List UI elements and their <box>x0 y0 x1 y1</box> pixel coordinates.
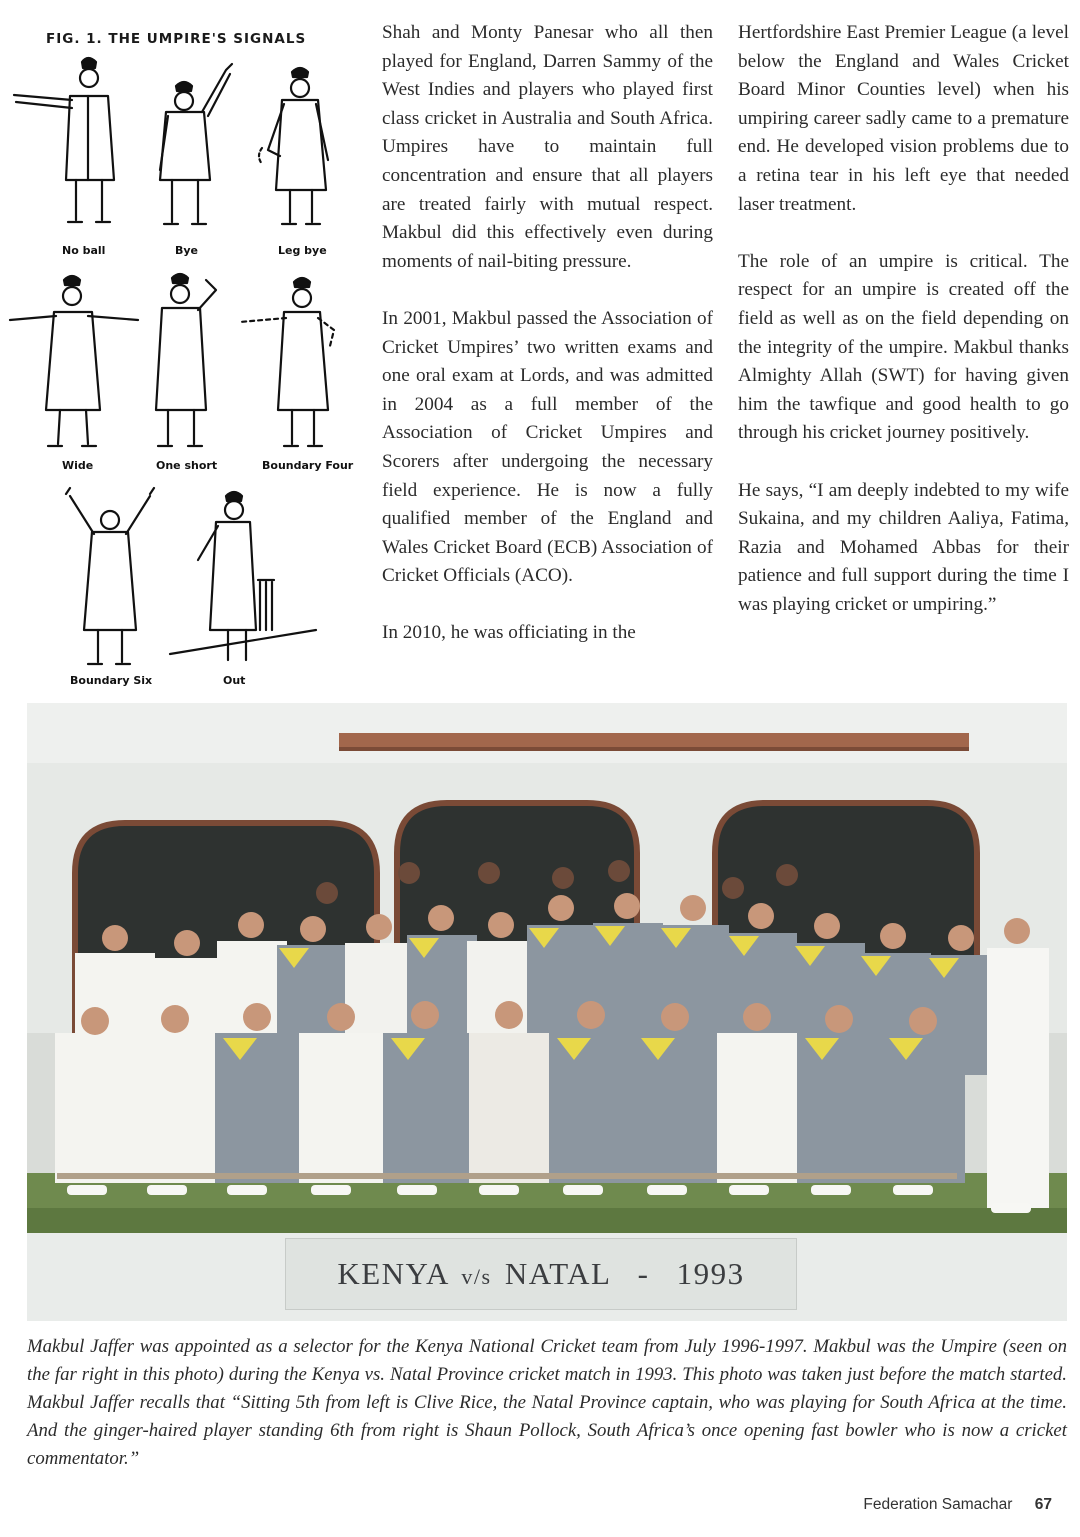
signal-label-out: Out <box>223 674 246 687</box>
figure-title: FIG. 1. THE UMPIRE'S SIGNALS <box>46 31 307 47</box>
banner-team-natal: NATAL <box>504 1256 611 1291</box>
signal-label-boundary-four: Boundary Four <box>262 459 354 472</box>
team-photo <box>27 703 1067 1321</box>
photo-caption: Makbul Jaffer was appointed as a selector for the Kenya National Cricket team from July 1996-1997. Makbul was the Umpire (seen on the far right in this photo) during the Kenya vs. Natal Province cricket match in 1993. This photo was taken just before the match started. Makbul Jaffer recalls that “Sitting 5th from left is Clive Rice, the Natal Province captain, who was playing for South Africa at the time. And the ginger-haired player standing 6th from right is Shaun Pollock, South Africa’s once opening fast bowler who is now a cricket commentator.” <box>27 1336 1067 1469</box>
middle-paragraph-2: In 2001, Makbul passed the Association of Cricket Umpires’ two written exams and one oral exam at Lords, and was admitted in 2004 as a full member of the Association of Cricket Umpires and Scorers after undergoing the necessary field experience. He is now a fully qualified member of the England and Wales Cricket Board (ECB) Association of Cricket Officials (ACO). <box>382 307 713 587</box>
signal-label-no-ball: No ball <box>62 244 106 257</box>
signal-label-leg-bye: Leg bye <box>278 244 327 257</box>
middle-paragraph-1: Shah and Monty Panesar who all then played for England, Darren Sammy of the West Indies and players who played first class cricket in Australia and South Africa. Umpires have to maintain full concentration and ensure that all players are treated fairly with mutual respect. Makbul did this effectively even during moments of nail-biting pressure. <box>382 22 713 272</box>
signal-label-one-short: One short <box>156 459 218 472</box>
right-paragraph-1: Hertfordshire East Premier League (a level below the England and Wales Cricket Board Minor Counties level) when his umpiring career sadly came to a premature end. He developed vision problems due to a retina tear in his left eye that needed laser treatment. <box>738 22 1069 215</box>
bye-figure <box>160 64 232 224</box>
no-ball-figure <box>14 58 114 222</box>
banner-versus: v/s <box>461 1264 492 1289</box>
middle-paragraph-3: In 2010, he was officiating in the <box>382 622 636 644</box>
banner-team-kenya: KENYA <box>337 1256 449 1291</box>
page-footer <box>863 1496 1052 1514</box>
team-photo-illustration <box>27 703 1067 1321</box>
one-short-figure <box>156 274 216 446</box>
boundary-six-figure <box>66 488 154 664</box>
banner-year: 1993 <box>676 1256 745 1291</box>
photo-banner <box>285 1238 797 1310</box>
signal-label-boundary-six: Boundary Six <box>70 674 153 687</box>
boundary-four-figure <box>240 278 334 446</box>
page-number: 67 <box>1034 1496 1052 1513</box>
leg-bye-figure <box>259 68 328 224</box>
out-figure <box>170 492 316 660</box>
right-paragraph-2: The role of an umpire is critical. The respect for an umpire is created off the field as well as on the field depending on the integrity of the umpire. Makbul thanks Almighty Allah (SWT) for having given him the tawfique and good health to go through his cricket journey positively. <box>738 250 1069 444</box>
article-column-right <box>738 19 1069 619</box>
article-column-middle <box>382 19 713 648</box>
publication-name: Federation Samachar <box>863 1496 1013 1513</box>
umpire-signals-illustration <box>0 0 360 700</box>
banner-text <box>286 1256 796 1292</box>
signal-label-bye: Bye <box>175 244 199 257</box>
right-paragraph-3: He says, “I am deeply indebted to my wife Sukaina, and my children Aaliya, Fatima, Razia and Mohamed Abbas for their patience and full support during the time I was playing cricket or umpiring.” <box>738 479 1069 615</box>
wide-figure <box>10 276 138 446</box>
umpire-signals-figure <box>0 0 360 700</box>
banner-dash: - <box>637 1256 650 1291</box>
signal-label-wide: Wide <box>62 459 94 472</box>
